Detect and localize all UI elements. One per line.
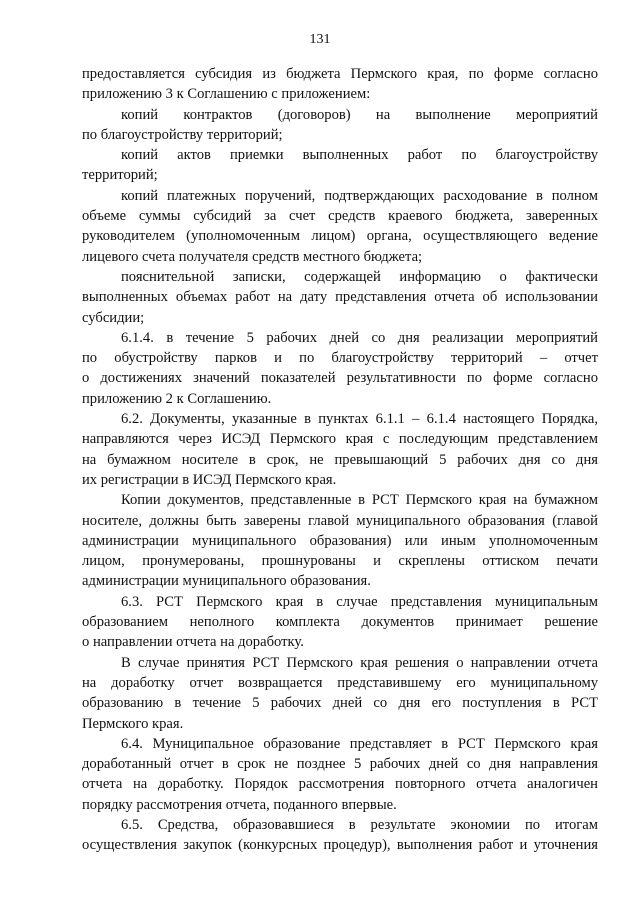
- text-line: направляются через ИСЭД Пермского края с последующим представлением: [82, 431, 598, 448]
- paragraph: [82, 64, 598, 105]
- text-line: Копии документов, представленные в РСТ Пермского края на бумажном: [121, 492, 598, 509]
- text-line: копий контрактов (договоров) на выполнение мероприятий: [121, 106, 598, 123]
- text-line: территорий;: [82, 167, 158, 184]
- text-line: 6.3. РСТ Пермского края в случае представления муниципальным: [121, 593, 598, 610]
- text-line: образованию в течение 5 рабочих дней со дня его поступления в РСТ: [82, 695, 598, 712]
- text-line: администрации муниципального образования) или иным уполномоченным: [82, 532, 598, 549]
- text-line: их регистрации в ИСЭД Пермского края.: [82, 471, 337, 488]
- text-line: по благоустройству территорий;: [82, 126, 283, 143]
- text-line: осуществления закупок (конкурсных процедур), выполнения работ и уточнения: [82, 837, 598, 854]
- paragraph: [82, 734, 598, 815]
- text-line: копий актов приемки выполненных работ по благоустройству: [121, 147, 598, 164]
- text-line: порядку рассмотрения отчета, поданного впервые.: [82, 796, 397, 813]
- text-line: 6.4. Муниципальное образование представляет в РСТ Пермского края: [121, 735, 598, 752]
- text-line: администрации муниципального образования.: [82, 573, 371, 590]
- text-line: Пермского края.: [82, 715, 184, 732]
- text-line: доработанный отчет в срок не позднее 5 рабочих дней со дня направления: [82, 756, 598, 773]
- text-line: о направлении отчета на доработку.: [82, 634, 304, 651]
- paragraph: [82, 653, 598, 734]
- text-line: лицом, пронумерованы, прошнурованы и скреплены оттиском печати: [82, 553, 598, 570]
- text-line: пояснительной записки, содержащей информацию о фактически: [121, 268, 598, 285]
- text-line: на бумажном носителе в срок, не превышающий 5 рабочих дня со дня: [82, 451, 598, 468]
- paragraph: [82, 490, 598, 591]
- text-line: 6.1.4. в течение 5 рабочих дней со дня реализации мероприятий: [121, 329, 598, 346]
- paragraph: [82, 815, 598, 856]
- body-text: [82, 64, 598, 856]
- text-line: по обустройству парков и по благоустройству территорий – отчет: [82, 350, 598, 367]
- text-line: В случае принятия РСТ Пермского края решения о направлении отчета: [121, 654, 598, 671]
- text-line: руководителем (уполномоченным лицом) органа, осуществляющего ведение: [82, 228, 598, 245]
- paragraph: [82, 267, 598, 328]
- page-number: 131: [309, 32, 331, 47]
- text-line: приложению 2 к Соглашению.: [82, 390, 272, 407]
- text-line: 6.2. Документы, указанные в пунктах 6.1.1 – 6.1.4 настоящего Порядка,: [121, 411, 598, 428]
- text-line: приложению 3 к Соглашению с приложением:: [82, 86, 371, 103]
- paragraph: [82, 592, 598, 653]
- text-line: лицевого счета получателя средств местного бюджета;: [82, 248, 423, 265]
- paragraph: [82, 145, 598, 186]
- text-line: на доработку отчет возвращается представившему его муниципальному: [82, 674, 598, 691]
- paragraph: [82, 328, 598, 409]
- text-line: субсидии;: [82, 309, 145, 326]
- text-line: выполненных объемах работ на дату представления отчета об использовании: [82, 289, 598, 306]
- paragraph: [82, 409, 598, 490]
- text-line: копий платежных поручений, подтверждающих расходование в полном: [121, 187, 598, 204]
- paragraph: [82, 105, 598, 146]
- text-line: образованием неполного комплекта документов принимает решение: [82, 614, 598, 631]
- text-line: предоставляется субсидия из бюджета Пермского края, по форме согласно: [82, 66, 598, 82]
- text-line: носителе, должны быть заверены главой муниципального образования (главой: [82, 512, 598, 529]
- text-line: о достижениях значений показателей результативности по форме согласно: [82, 370, 598, 387]
- text-line: отчета на доработку. Порядок рассмотрения повторного отчета аналогичен: [82, 776, 598, 793]
- paragraph: [82, 186, 598, 267]
- text-line: объеме суммы субсидий за счет средств краевого бюджета, заверенных: [82, 208, 598, 225]
- text-line: 6.5. Средства, образовавшиеся в результате экономии по итогам: [121, 816, 598, 833]
